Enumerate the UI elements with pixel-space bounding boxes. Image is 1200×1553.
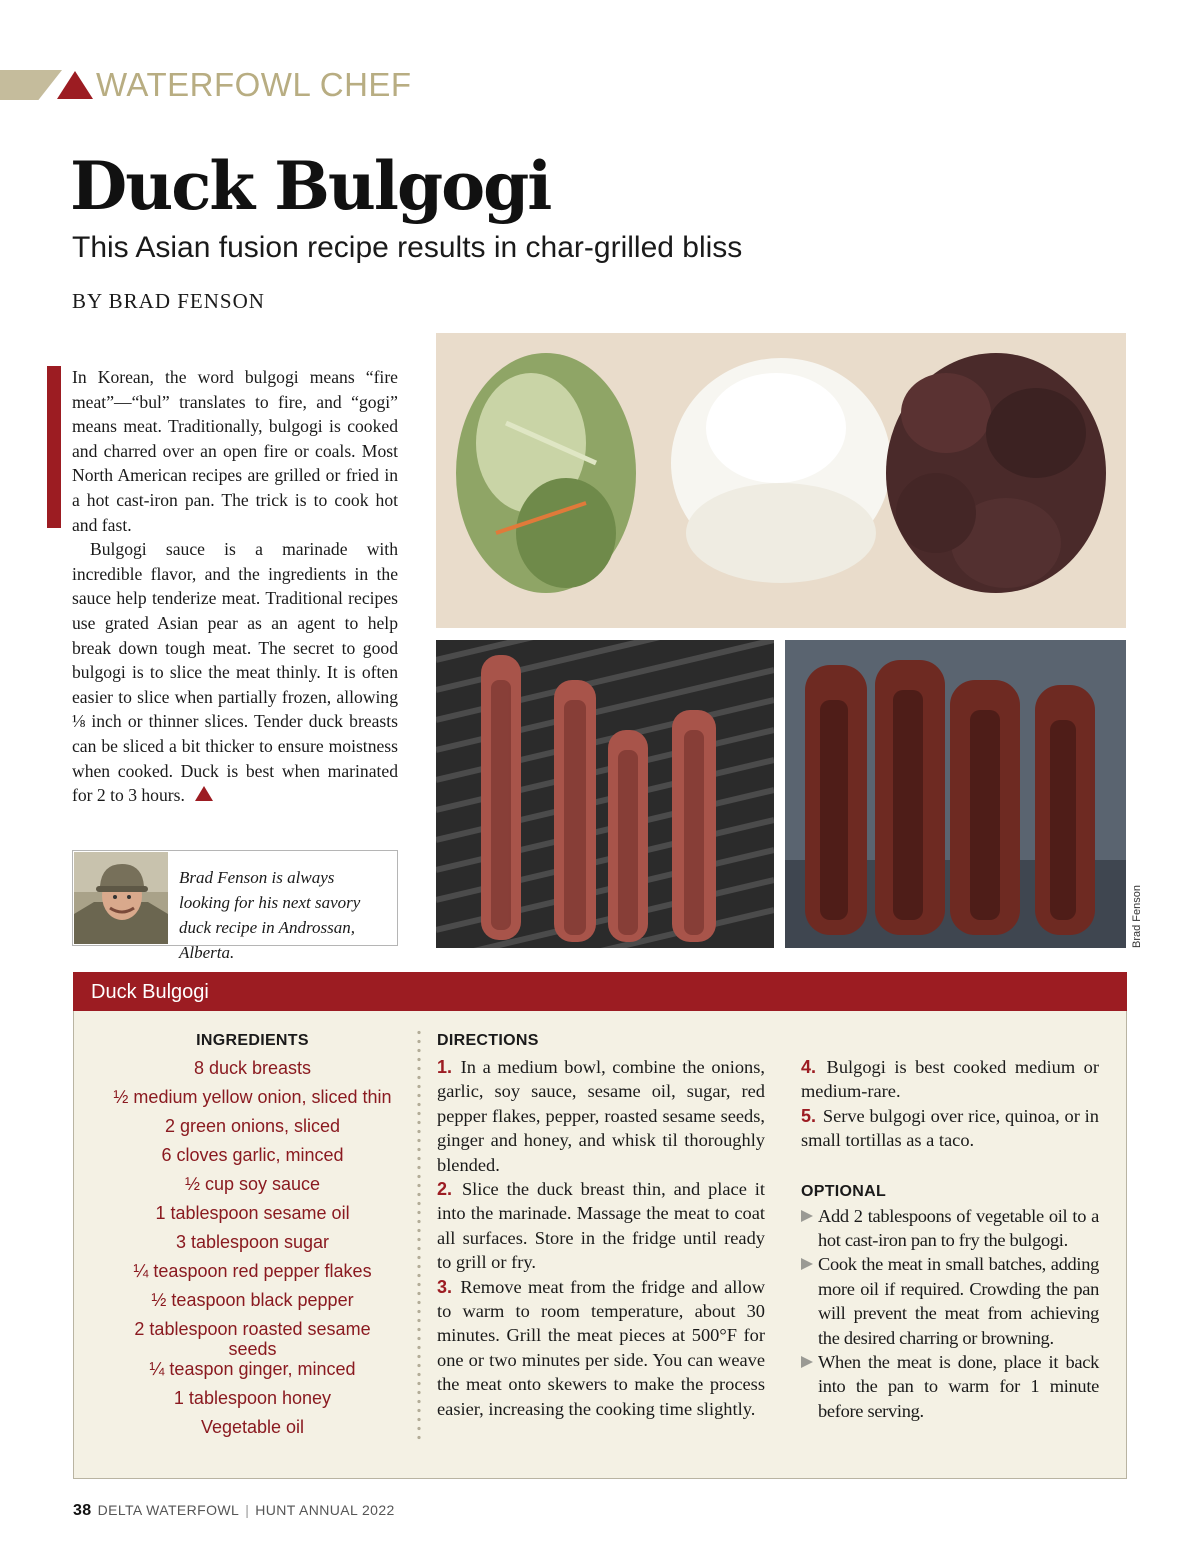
ingredients-list — [86, 1058, 419, 1446]
author-bio — [72, 850, 398, 962]
article-title: Duck Bulgogi — [70, 147, 551, 225]
page-number: 38 — [73, 1502, 92, 1519]
plated-dish-photo — [436, 333, 1126, 628]
optional-item: Add 2 tablespoons of vegetable oil to a hot cast-iron pan to fry the bulgogi. — [801, 1204, 1099, 1253]
intro-paragraph: Bulgogi sauce is a marinade with incredible flavor, and the ingredients in the sauce help tenderize meat. Traditional recipes use grated Asian pear as an agent to help break down tough meat. The secret to good bulgogi is to slice the meat thinly. It is often easier to slice when partially frozen, allowing ⅛ inch or thinner slices. Tender duck breasts can be sliced a bit thicker to ensure moistness when cooked. Duck is best when marinated for 2 to 3 hours. — [72, 539, 398, 806]
direction-step: 4. Bulgogi is best cooked medium or medium-rare. — [801, 1057, 1099, 1102]
directions-heading: DIRECTIONS — [437, 1032, 539, 1049]
direction-step: 2. Slice the duck breast thin, and place it into the marinade. Massage the meat to coat all surfaces. Store in the fridge until ready to grill or fry. — [437, 1179, 765, 1273]
author-photo — [74, 852, 168, 944]
bio-text: Brad Fenson is always looking for his next savory duck recipe in Androssan, Alberta. — [179, 868, 361, 962]
issue-name: HUNT ANNUAL 2022 — [255, 1502, 395, 1518]
bullet-arrow-icon — [801, 1356, 813, 1368]
article-subtitle: This Asian fusion recipe results in char-grilled bliss — [72, 231, 743, 264]
column-divider — [417, 1028, 421, 1444]
ingredient-item: 2 green onions, sliced — [164, 1116, 341, 1136]
intro-paragraph: In Korean, the word bulgogi means “fire meat”—“bul” translates to fire, and “gogi” means meat. Traditionally, bulgogi is cooked and charred over an open fire or coals. Most North American recipes are grilled or fried in a hot cast-iron pan. The trick is to cook hot and fast. — [72, 367, 398, 535]
recipe-box — [73, 1011, 1127, 1479]
bullet-arrow-icon — [801, 1258, 813, 1270]
footer-separator: | — [245, 1502, 250, 1518]
bullet-arrow-icon — [801, 1210, 813, 1222]
ingredient-item: 6 cloves garlic, minced — [161, 1145, 344, 1165]
section-triangle-icon — [56, 70, 94, 100]
directions-column-1 — [437, 1055, 765, 1421]
intro-accent-bar — [47, 366, 61, 528]
ingredient-item: ½ cup soy sauce — [184, 1174, 321, 1194]
ingredients-heading: INGREDIENTS — [196, 1032, 309, 1049]
page-footer — [73, 1500, 395, 1521]
grilled-skewers-photo — [436, 640, 774, 948]
direction-step: 5. Serve bulgogi over rice, quinoa, or in small tortillas as a taco. — [801, 1105, 1099, 1151]
ingredient-item: ¼ teaspon ginger, minced — [149, 1359, 356, 1379]
photo-credit: Brad Fenson — [1131, 885, 1143, 948]
intro-text — [72, 365, 398, 808]
ingredient-item: ¼ teaspoon red pepper flakes — [133, 1261, 372, 1281]
ingredient-item: 2 tablespoon roasted sesame seeds — [134, 1319, 371, 1359]
ingredient-item: 3 tablespoon sugar — [175, 1232, 330, 1252]
optional-list — [801, 1204, 1099, 1424]
optional-heading: OPTIONAL — [801, 1182, 887, 1200]
section-label: WATERFOWL CHEF — [96, 66, 412, 103]
ingredient-item: 1 tablespoon honey — [173, 1388, 332, 1408]
directions-column-2 — [801, 1055, 1099, 1423]
section-band — [0, 70, 62, 100]
ingredient-item: Vegetable oil — [200, 1417, 305, 1437]
ingredient-item: 8 duck breasts — [193, 1058, 312, 1078]
recipe-title: Duck Bulgogi — [91, 981, 209, 1003]
optional-item: Cook the meat in small batches, adding more oil if required. Crowding the pan will prevent the meat from achieving the desired charring or browning. — [801, 1252, 1099, 1350]
direction-step: 3. Remove meat from the fridge and allow to warm to room temperature, about 30 minutes. Grill the meat pieces at 500°F for one or two minutes per side. You can weave the meat onto skewers to make the process easier, increasing the cooking time slightly. — [437, 1276, 765, 1419]
byline: BY BRAD FENSON — [72, 289, 265, 313]
ingredient-item: ½ teaspoon black pepper — [151, 1290, 354, 1310]
ingredient-item: 1 tablespoon sesame oil — [155, 1203, 350, 1223]
publication-name: DELTA WATERFOWL — [97, 1502, 240, 1518]
end-mark-icon — [195, 786, 213, 801]
ingredient-item: ½ medium yellow onion, sliced thin — [113, 1087, 392, 1107]
cooked-skewers-photo — [785, 640, 1126, 948]
direction-step: 1. In a medium bowl, combine the onions, garlic, soy sauce, sesame oil, sugar, red pepper flakes, pepper, roasted sesame seeds, ginger and honey, and whisk til thoroughly blended. — [437, 1057, 765, 1175]
recipe-header — [73, 972, 1127, 1011]
optional-item: When the meat is done, place it back into the pan to warm for 1 minute before serving. — [801, 1350, 1099, 1423]
